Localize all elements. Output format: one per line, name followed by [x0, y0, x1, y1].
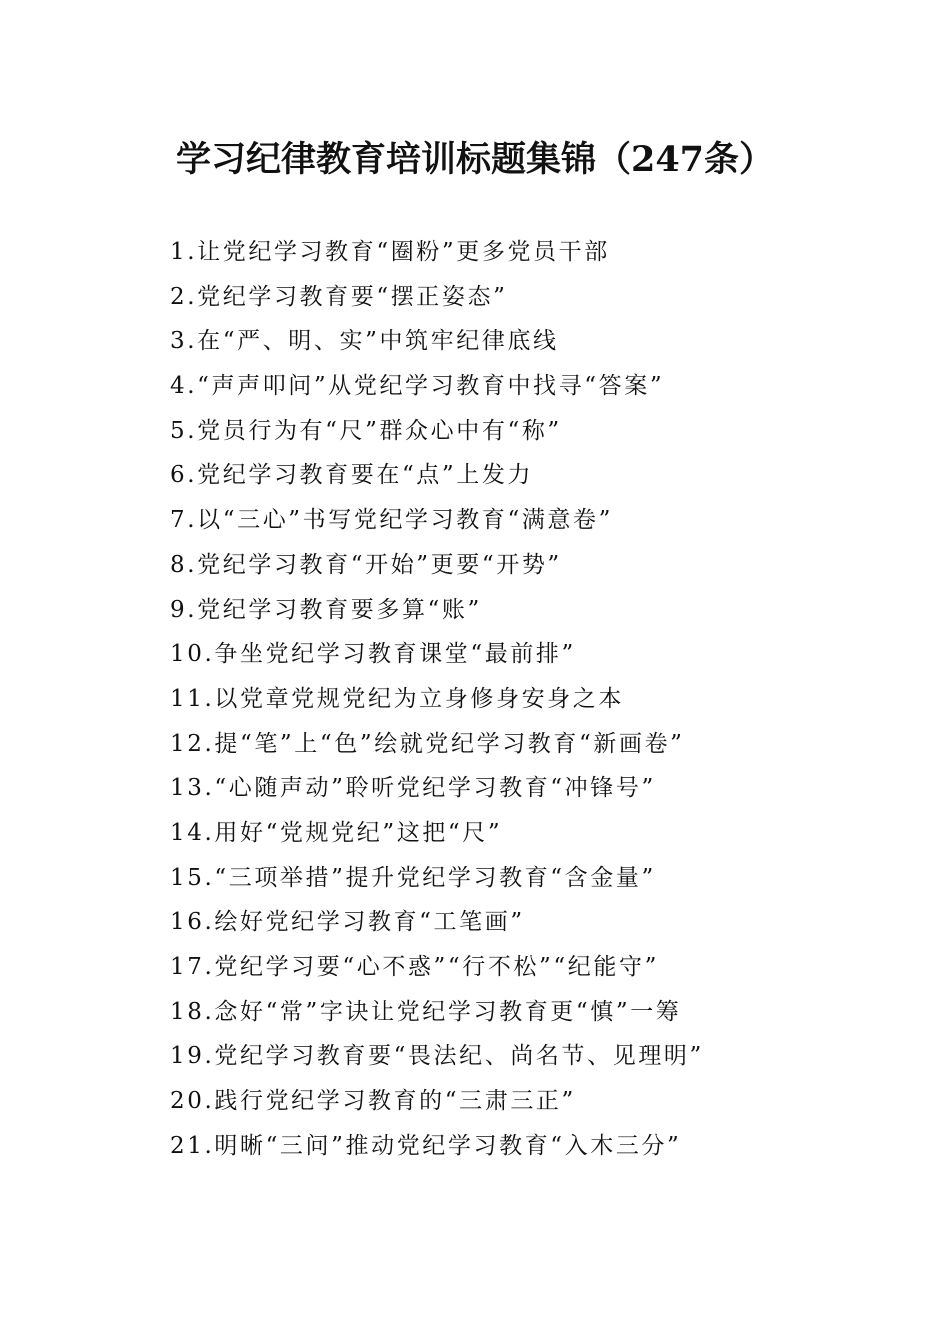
- list-item: 4.“声声叩问”从党纪学习教育中找寻“答案”: [170, 373, 665, 400]
- list-item: 20.践行党纪学习教育的“三肃三正”: [170, 1088, 576, 1115]
- list-item: 7.以“三心”书写党纪学习教育“满意卷”: [170, 507, 613, 534]
- list-item: 21.明晰“三问”推动党纪学习教育“入木三分”: [170, 1132, 682, 1159]
- list-item: 6.党纪学习教育要在“点”上发力: [170, 462, 534, 489]
- list-item: 5.党员行为有“尺”群众心中有“称”: [170, 417, 562, 444]
- list-item: 13.“心随声动”聆听党纪学习教育“冲锋号”: [170, 775, 656, 802]
- list-item: 10.争坐党纪学习教育课堂“最前排”: [170, 641, 576, 668]
- list-item: 15.“三项举措”提升党纪学习教育“含金量”: [170, 864, 656, 891]
- title-list: [170, 230, 890, 1168]
- list-item: 12.提“笔”上“色”绘就党纪学习教育“新画卷”: [170, 730, 685, 757]
- list-item: 16.绘好党纪学习教育“工笔画”: [170, 909, 525, 936]
- list-item: 3.在“严、明、实”中筑牢纪律底线: [170, 328, 559, 355]
- list-item: 14.用好“党规党纪”这把“尺”: [170, 819, 503, 846]
- list-item: 2.党纪学习教育要“摆正姿态”: [170, 283, 508, 310]
- list-item: 19.党纪学习教育要“畏法纪、尚名节、见理明”: [170, 1043, 704, 1070]
- list-item: 1.让党纪学习教育“圈粉”更多党员干部: [170, 239, 610, 265]
- list-item: 18.念好“常”字诀让党纪学习教育更“慎”一筹: [170, 998, 682, 1025]
- list-item: 9.党纪学习教育要多算“账”: [170, 596, 482, 623]
- document-title: 学习纪律教育培训标题集锦（247条）: [175, 139, 775, 180]
- list-item: 11.以党章党规党纪为立身修身安身之本: [170, 685, 624, 712]
- list-item: 17.党纪学习要“心不惑”“行不松”“纪能守”: [170, 954, 659, 980]
- list-item: 8.党纪学习教育“开始”更要“开势”: [170, 551, 562, 578]
